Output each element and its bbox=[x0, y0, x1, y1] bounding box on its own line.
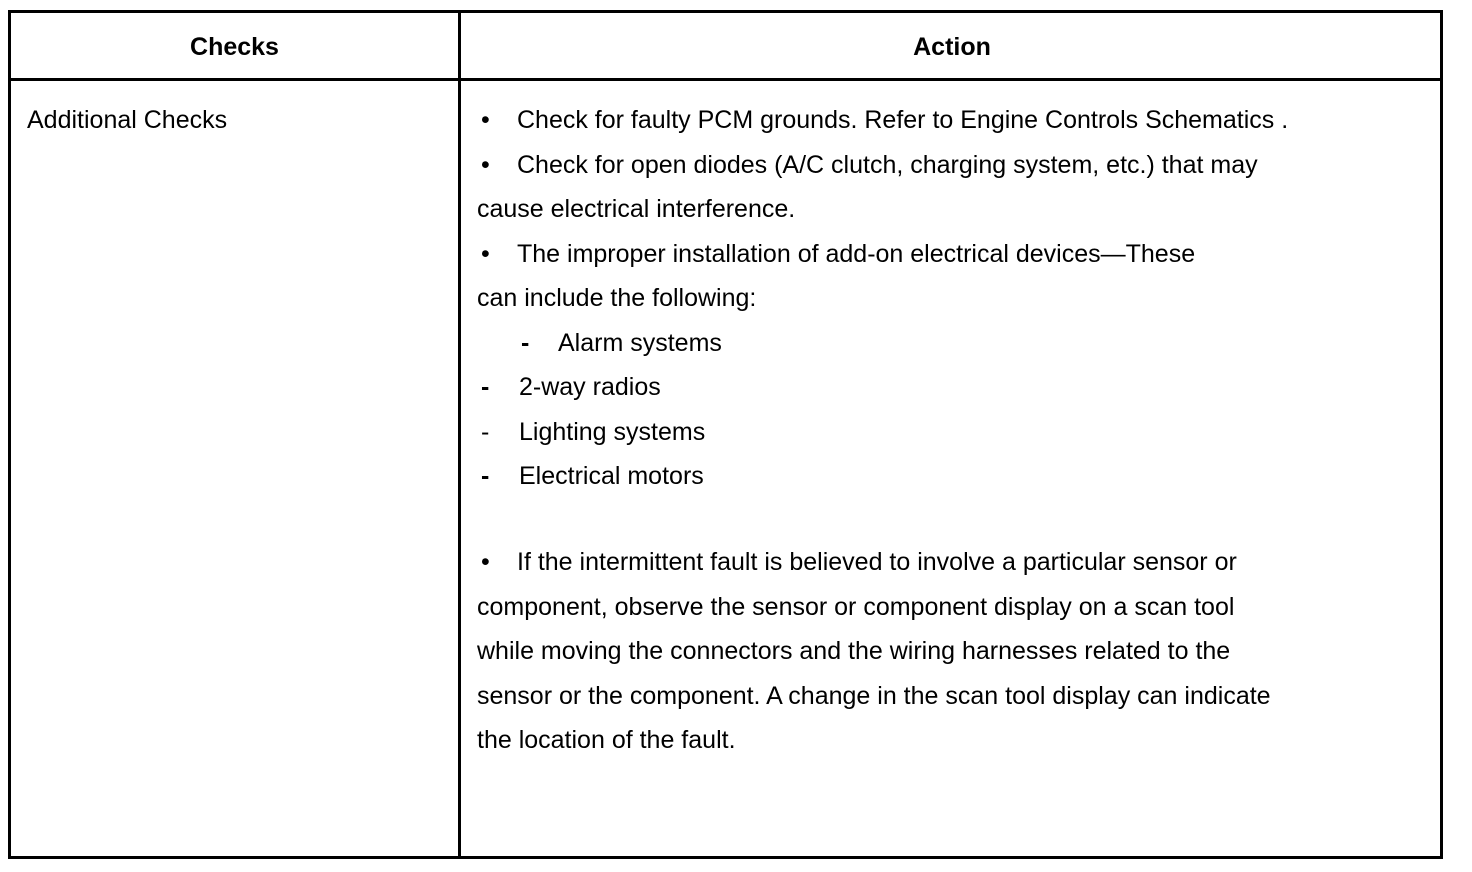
bullet-marker: • bbox=[481, 548, 490, 576]
action-text: component, observe the sensor or component display on a scan tool bbox=[477, 593, 1235, 621]
dash-marker: - bbox=[481, 373, 490, 401]
bullet-marker: • bbox=[481, 106, 490, 134]
action-text: Lighting systems bbox=[519, 418, 706, 446]
checks-action-table bbox=[8, 10, 1443, 859]
action-text: the location of the fault. bbox=[477, 726, 736, 754]
action-text: cause electrical interference. bbox=[477, 195, 796, 223]
header-checks: Checks bbox=[190, 33, 279, 61]
action-text: Electrical motors bbox=[519, 462, 704, 490]
dash-marker: - bbox=[521, 329, 530, 357]
action-text: Check for faulty PCM grounds. Refer to Engine Controls Schematics . bbox=[517, 106, 1289, 134]
header-action: Action bbox=[913, 33, 991, 61]
action-text: sensor or the component. A change in the scan tool display can indicate bbox=[477, 682, 1271, 710]
dash-marker: - bbox=[481, 418, 490, 446]
action-text: Check for open diodes (A/C clutch, charging system, etc.) that may bbox=[517, 151, 1258, 179]
action-text: If the intermittent fault is believed to involve a particular sensor or bbox=[517, 548, 1237, 576]
action-text: 2-way radios bbox=[519, 373, 661, 401]
action-text: while moving the connectors and the wiring harnesses related to the bbox=[477, 637, 1231, 665]
action-text: Alarm systems bbox=[558, 329, 722, 357]
checks-cell: Additional Checks bbox=[27, 106, 228, 134]
action-text: The improper installation of add-on electrical devices—These bbox=[517, 240, 1196, 268]
column-divider bbox=[458, 13, 461, 856]
action-text: can include the following: bbox=[477, 284, 757, 312]
table-header-row bbox=[11, 13, 1440, 81]
bullet-marker: • bbox=[481, 240, 490, 268]
bullet-marker: • bbox=[481, 151, 490, 179]
dash-marker: - bbox=[481, 462, 490, 490]
